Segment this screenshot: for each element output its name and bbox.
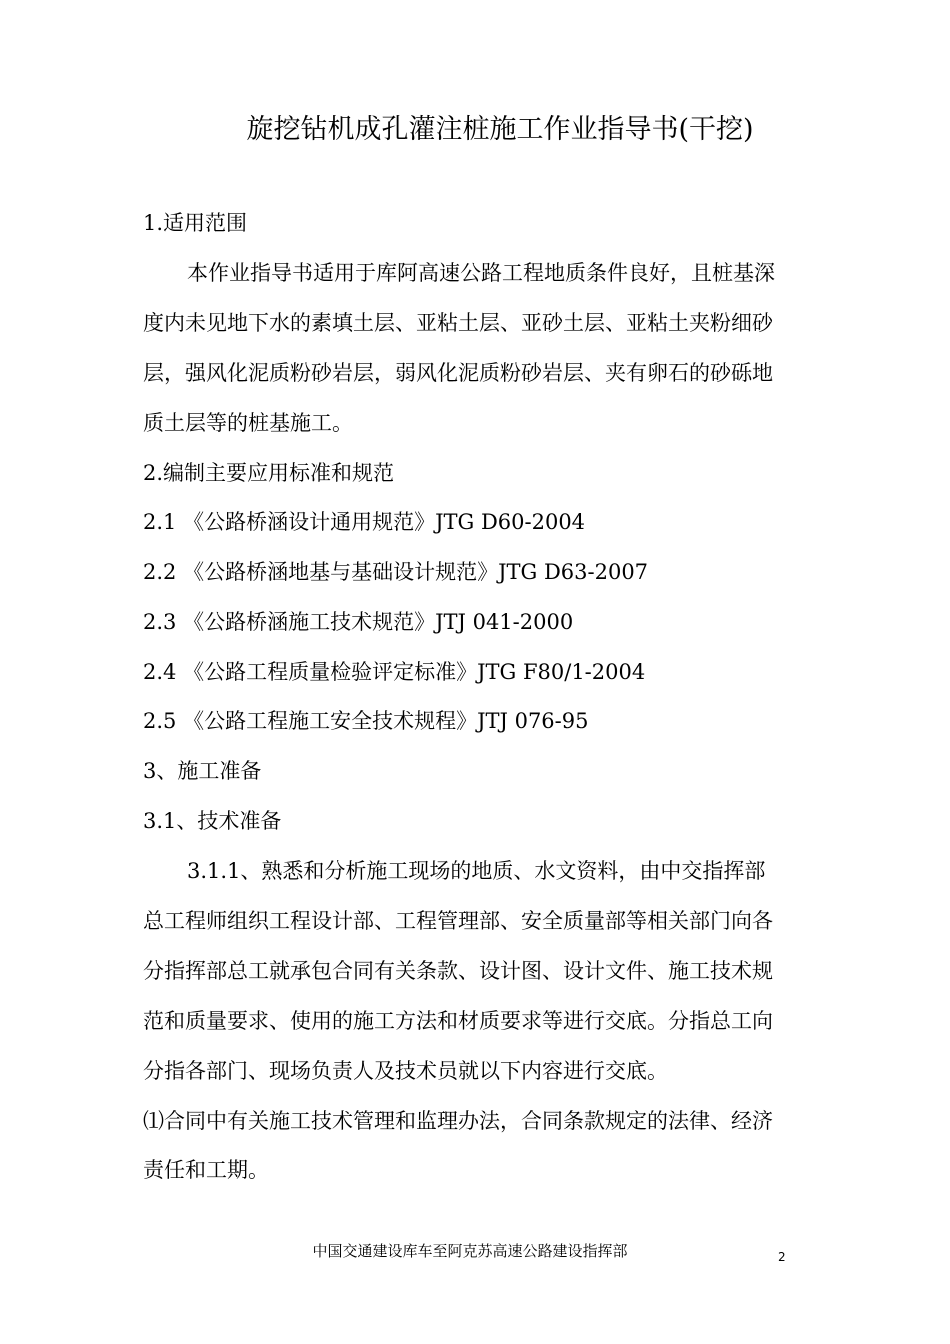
- paragraph-line: 分指挥部总工就承包合同有关条款、设计图、设计文件、施工技术规: [143, 959, 773, 983]
- paragraph-line: 本作业指导书适用于库阿高速公路工程地质条件良好，且桩基深: [187, 261, 775, 285]
- section-heading-preparation: 3、施工准备: [143, 759, 262, 783]
- paragraph-line: 3.1.1、熟悉和分析施工现场的地质、水文资料，由中交指挥部: [187, 859, 766, 883]
- subsection-heading-technical: 3.1、技术准备: [143, 809, 282, 833]
- paragraph-line: 总工程师组织工程设计部、工程管理部、安全质量部等相关部门向各: [143, 909, 773, 933]
- section-heading-standards: 2.编制主要应用标准和规范: [143, 461, 395, 485]
- list-item: ⑴合同中有关施工技术管理和监理办法，合同条款规定的法律、经济: [143, 1109, 773, 1133]
- standard-item: 2.1 《公路桥涵设计通用规范》JTG D60-2004: [143, 510, 586, 534]
- standard-item: 2.2 《公路桥涵地基与基础设计规范》JTG D63-2007: [143, 560, 649, 584]
- footer-organization: 中国交通建设库车至阿克苏高速公路建设指挥部: [312, 1242, 628, 1260]
- standard-item: 2.4 《公路工程质量检验评定标准》JTG F80/1-2004: [143, 660, 646, 684]
- paragraph-line: 度内未见地下水的素填土层、亚粘土层、亚砂土层、亚粘土夹粉细砂: [143, 311, 773, 335]
- standard-item: 2.5 《公路工程施工安全技术规程》JTJ 076-95: [143, 709, 589, 733]
- standard-item: 2.3 《公路桥涵施工技术规范》JTJ 041-2000: [143, 610, 574, 634]
- section-heading-scope: 1.适用范围: [143, 211, 248, 235]
- paragraph-line: 分指各部门、现场负责人及技术员就以下内容进行交底。: [143, 1059, 668, 1083]
- page-number: 2: [778, 1250, 786, 1264]
- list-item-continuation: 责任和工期。: [143, 1158, 269, 1182]
- paragraph-line: 层，强风化泥质粉砂岩层，弱风化泥质粉砂岩层、夹有卵石的砂砾地: [143, 361, 773, 385]
- paragraph-line: 范和质量要求、使用的施工方法和材质要求等进行交底。分指总工向: [143, 1009, 773, 1033]
- document-title: 旋挖钻机成孔灌注桩施工作业指导书(干挖): [246, 114, 754, 145]
- paragraph-line: 质土层等的桩基施工。: [143, 411, 353, 435]
